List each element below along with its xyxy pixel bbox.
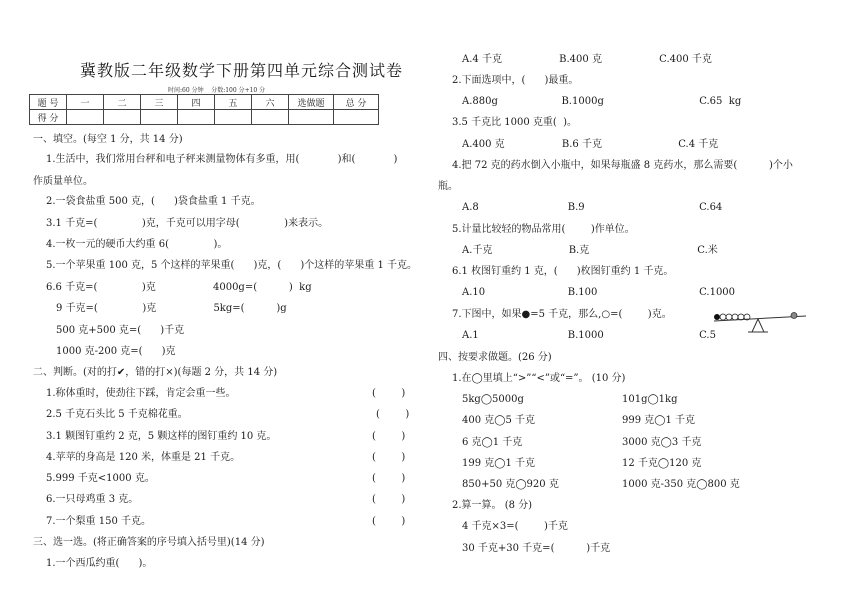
choice-options: A.千克 B.克 C.米 <box>462 245 718 256</box>
choice-options: A.400 克 B.6 千克 C.4 千克 <box>462 139 719 150</box>
compare-item: 3000 克◯3 千克 <box>622 437 702 448</box>
section-3-heading: 三、选一选。(将正确答案的序号填入括号里)(14 分) <box>33 537 265 548</box>
judge-item: 6.一只母鸡重 3 克。 <box>46 494 139 505</box>
answer-bracket[interactable]: ( ) <box>372 452 406 463</box>
score-cell: 五 <box>215 95 252 110</box>
score-cell: 三 <box>141 95 178 110</box>
exam-title: 冀教版二年级数学下册第四单元综合测试卷 <box>80 61 404 80</box>
answer-bracket[interactable]: ( ) <box>372 516 406 527</box>
question-text: 500 克+500 克=( )千克 <box>56 325 185 336</box>
question-text: 3.1 千克=( )克，千克可以用字母( )来表示。 <box>46 218 329 229</box>
question-text: 6.6 千克=( )克 4000g=( ) kg <box>46 282 312 293</box>
question-text: 9 千克=( )克 5kg=( )g <box>56 303 287 314</box>
question-text: 1.一个西瓜约重( )。 <box>46 558 153 569</box>
score-cell: 二 <box>104 95 141 110</box>
answer-bracket[interactable]: ( ) <box>372 431 406 442</box>
question-text: 2.一袋食盐重 500 克，( )袋食盐重 1 千克。 <box>46 196 261 207</box>
compare-item: 101g◯1kg <box>622 394 678 405</box>
question-text: 1.在◯里填上“>”“<”或“=”。 (10 分) <box>452 373 626 384</box>
compare-item: 999 克◯1 千克 <box>622 415 695 426</box>
question-text: 瓶。 <box>438 181 458 192</box>
question-text: 4.把 72 克的药水倒入小瓶中，如果每瓶盛 8 克药水，那么需要( )个小 <box>452 160 793 171</box>
choice-options: A.4 千克 B.400 克 C.400 千克 <box>462 54 712 65</box>
compare-item: 6 克◯1 千克 <box>462 437 523 448</box>
choice-options: A.880g B.1000g C.65 kg <box>462 96 742 107</box>
score-table-header-row <box>30 95 379 110</box>
calc-item: 30 千克+30 千克=( )千克 <box>462 543 611 554</box>
question-text: 5.计量比较轻的物品常用( )作单位。 <box>452 224 635 235</box>
score-blank[interactable] <box>141 110 178 125</box>
question-text: 2.算一算。 (8 分) <box>452 500 533 511</box>
judge-item: 7.一个梨重 150 千克。 <box>46 516 151 527</box>
score-blank[interactable] <box>334 110 379 125</box>
compare-item: 400 克◯5 千克 <box>462 415 535 426</box>
question-text: 6.1 枚图钉重约 1 克，( )枚图钉重约 1 千克。 <box>452 266 674 277</box>
answer-bracket[interactable]: ( ) <box>376 409 410 420</box>
question-text: 3.5 千克比 1000 克重( )。 <box>452 117 578 128</box>
compare-item: 850+50 克◯920 克 <box>462 479 559 490</box>
judge-item: 5.999 千克<1000 克。 <box>46 473 155 484</box>
choice-options: A.1 B.1000 C.5 <box>462 330 716 341</box>
score-cell: 题 号 <box>30 95 67 110</box>
question-text: 7.下图中，如果●=5 千克，那么,○=( )克。 <box>452 309 672 320</box>
heavy-ball-icon <box>791 313 797 319</box>
question-text: 1.生活中，我们常用台秤和电子秤来测量物体有多重，用( )和( ) <box>46 154 398 165</box>
balance-scale-illustration <box>712 312 812 334</box>
black-ball-icon <box>714 314 720 320</box>
section-2-heading: 二、判断。(对的打✔，错的打×)(每题 2 分，共 14 分) <box>33 367 278 378</box>
compare-item: 1000 克-350 克◯800 克 <box>622 479 740 490</box>
score-blank[interactable] <box>215 110 252 125</box>
answer-bracket[interactable]: ( ) <box>372 473 406 484</box>
section-4-heading: 四、按要求做题。(26 分) <box>438 352 552 363</box>
judge-item: 3.1 颗图钉重约 2 克，5 颗这样的图钉重约 10 克。 <box>46 431 277 442</box>
question-text: 作质量单位。 <box>33 176 93 187</box>
choice-options: A.10 B.100 C.1000 <box>462 287 736 298</box>
compare-item: 12 千克◯120 克 <box>622 458 702 469</box>
score-blank[interactable] <box>252 110 289 125</box>
compare-item: 199 克◯1 千克 <box>462 458 535 469</box>
question-text: 5.一个苹果重 100 克，5 个这样的苹果重( )克，( )个这样的苹果重 1 千克。 <box>46 260 417 271</box>
score-blank[interactable] <box>178 110 215 125</box>
question-text: 2.下面选项中，( )最重。 <box>452 75 579 86</box>
score-cell: 选做题 <box>289 95 334 110</box>
score-cell: 总 分 <box>334 95 379 110</box>
score-blank[interactable] <box>104 110 141 125</box>
score-blank[interactable] <box>289 110 334 125</box>
score-cell: 一 <box>67 95 104 110</box>
score-table <box>29 94 379 125</box>
calc-item: 4 千克×3=( )千克 <box>462 521 568 532</box>
judge-item: 4.苹苹的身高是 120 米，体重是 21 千克。 <box>46 452 241 463</box>
score-cell: 六 <box>252 95 289 110</box>
score-cell: 四 <box>178 95 215 110</box>
compare-item: 5kg◯5000g <box>462 394 524 405</box>
judge-item: 1.称体重时，使劲往下踩，肯定会重一些。 <box>46 388 236 399</box>
choice-options: A.8 B.9 C.64 <box>462 202 723 213</box>
question-text: 1000 克-200 克=( )克 <box>56 346 176 357</box>
answer-bracket[interactable]: ( ) <box>372 494 406 505</box>
score-cell: 得 分 <box>30 110 67 125</box>
section-1-heading: 一、填空。(每空 1 分，共 14 分) <box>33 134 183 145</box>
judge-item: 2.5 千克石头比 5 千克棉花重。 <box>46 409 188 420</box>
score-table-score-row <box>30 110 379 125</box>
score-blank[interactable] <box>67 110 104 125</box>
question-text: 4.一枚一元的硬币大约重 6( )。 <box>46 239 228 250</box>
exam-meta: 时间:60 分钟 分数:100 分+10 分 <box>168 87 266 94</box>
answer-bracket[interactable]: ( ) <box>372 388 406 399</box>
